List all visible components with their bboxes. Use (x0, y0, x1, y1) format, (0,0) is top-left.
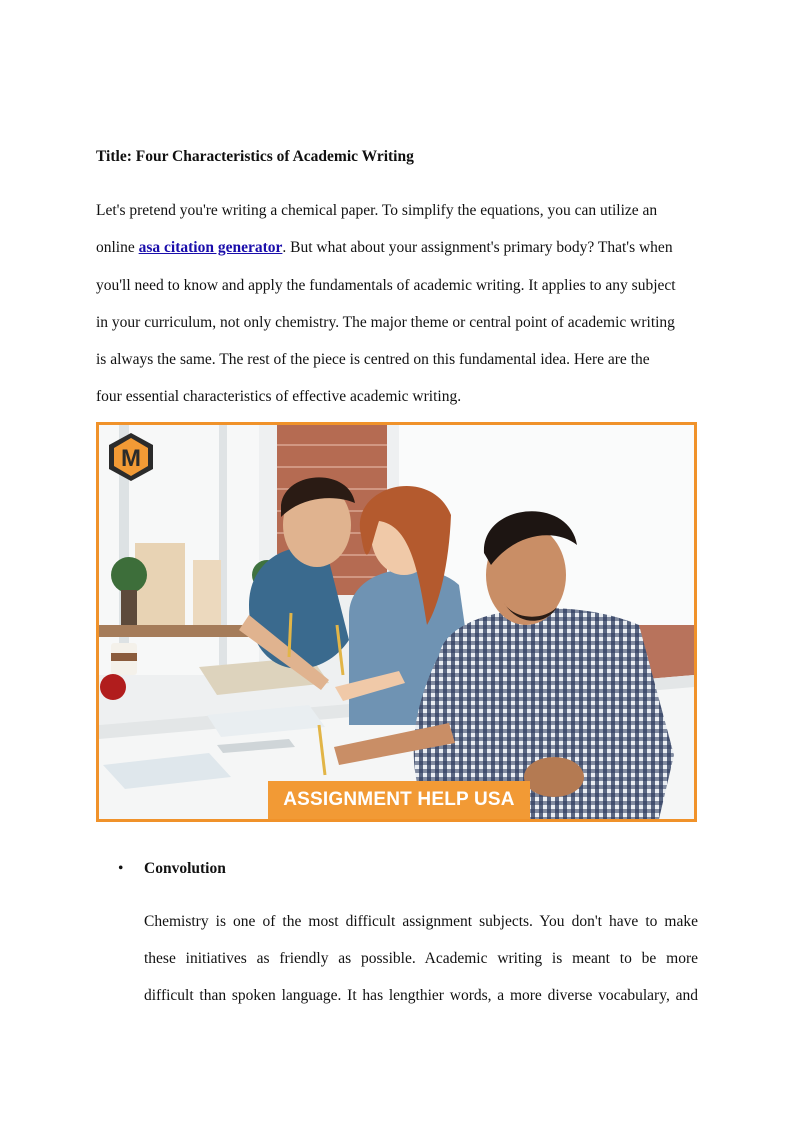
intro-line-3: you'll need to know and apply the fundamentals of academic writing. It applies to any subject (96, 277, 676, 294)
classroom-illustration (99, 425, 694, 819)
section-heading: Convolution (144, 860, 226, 877)
section-line-2: these initiatives as friendly as possible. Academic writing is meant to be more (144, 950, 698, 967)
intro-line-2-end: . But what about your assignment's primary body? That's when (282, 239, 673, 256)
intro-line-4: in your curriculum, not only chemistry. The major theme or central point of academic writing (96, 314, 675, 331)
document-title: Title: Four Characteristics of Academic Writing (96, 148, 414, 165)
bullet-icon: • (118, 860, 124, 877)
intro-line-1: Let's pretend you're writing a chemical paper. To simplify the equations, you can utilize an (96, 202, 658, 219)
hexagon-logo-icon (105, 431, 157, 483)
section-line-3: difficult than spoken language. It has lengthier words, a more diverse vocabulary, and (144, 987, 698, 1004)
intro-paragraph (96, 202, 700, 412)
intro-line-5: is always the same. The rest of the piece is centred on this fundamental idea. Here are the (96, 351, 650, 368)
students-studying-image (96, 422, 697, 822)
intro-line-6: four essential characteristics of effective academic writing. (96, 388, 462, 405)
asa-citation-generator-link[interactable]: asa citation generator (138, 239, 283, 256)
logo-letter: M (121, 445, 141, 472)
section-line-1: Chemistry is one of the most difficult assignment subjects. You don't have to make (144, 913, 698, 930)
intro-line-2-start: online (96, 239, 139, 256)
intro-line-2 (96, 239, 673, 257)
assignment-help-banner: ASSIGNMENT HELP USA (268, 781, 530, 819)
